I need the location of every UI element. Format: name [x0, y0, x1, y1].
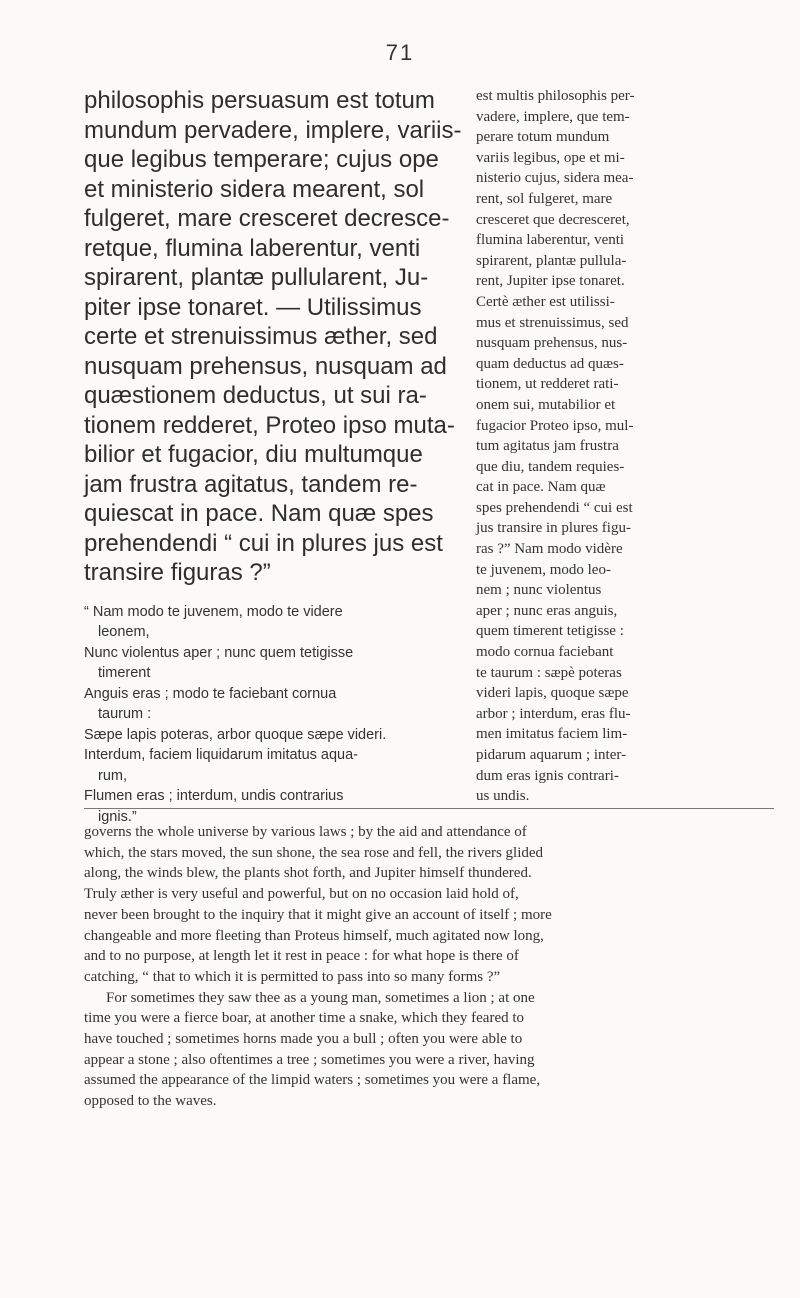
latin-parallel-line: est multis philosophis per- — [476, 88, 635, 104]
latin-parallel-line: aper ; nunc eras anguis, — [476, 602, 618, 619]
translation-line: For sometimes they saw thee as a young man, sometimes a lion ; at one — [106, 989, 535, 1006]
latin-parallel-line: modo cornua faciebant — [476, 644, 614, 661]
translation-line: time you were a fierce boar, at another time a snake, which they feared to — [84, 1010, 525, 1027]
latin-verse-line: leonem, — [98, 624, 150, 640]
latin-parallel-line: jus transire in plures figu- — [476, 520, 631, 537]
latin-main-line: et ministerio sidera mearent, sol — [84, 175, 425, 203]
latin-parallel-text — [476, 86, 776, 807]
latin-main-line: certe et strenuissimus æther, sed — [84, 323, 438, 350]
translation-line: along, the winds blew, the plants shot forth, and Jupiter himself thundered. — [84, 865, 532, 882]
latin-main-text — [84, 86, 460, 588]
latin-parallel-line: dum eras ignis contrari- — [476, 767, 619, 784]
right-column — [476, 86, 776, 807]
translation-line: and to no purpose, at length let it rest in peace : for what hope is there of — [84, 948, 519, 965]
latin-main-line: mundum pervadere, implere, variis- — [84, 116, 462, 144]
latin-verse-line: rum, — [98, 767, 127, 784]
translation-line: Truly æther is very useful and powerful, but on no occasion laid hold of, — [84, 886, 519, 903]
latin-main-line: piter ipse tonaret. — Utilissimus — [84, 293, 422, 321]
latin-main-line: nusquam prehensus, nusquam ad — [84, 352, 447, 380]
latin-main-line: prehendendi “ cui in plures jus est — [84, 529, 443, 557]
latin-verse-quotation — [84, 602, 460, 828]
latin-parallel-line: tum agitatus jam frustra — [476, 438, 619, 455]
latin-main-line: que legibus temperare; cujus ope — [84, 146, 439, 173]
latin-parallel-line: cat in pace. Nam quæ — [476, 479, 606, 496]
latin-parallel-line: flumina laberentur, venti — [476, 232, 625, 249]
latin-parallel-line: arbor ; interdum, eras flu- — [476, 705, 631, 722]
latin-verse-line: Flumen eras ; interdum, undis contrarius — [84, 788, 344, 804]
page-number: 71 — [385, 40, 415, 65]
latin-main-line: fulgeret, mare cresceret decresce- — [84, 205, 450, 232]
latin-parallel-line: videri lapis, quoque sæpe — [476, 685, 629, 702]
latin-parallel-line: onem sui, mutabilior et — [476, 396, 616, 413]
latin-verse-line: timerent — [98, 665, 151, 681]
latin-main-line: bilior et fugacior, diu multumque — [84, 441, 423, 468]
latin-parallel-line: quam deductus ad quæs- — [476, 355, 624, 372]
latin-parallel-line: vadere, implere, que tem- — [476, 108, 630, 125]
latin-parallel-line: quem timerent tetigisse : — [476, 623, 624, 640]
left-column — [84, 86, 460, 827]
latin-parallel-line: mus et strenuissimus, sed — [476, 314, 629, 331]
latin-parallel-line: us undis. — [476, 788, 530, 805]
separator-rule — [84, 808, 774, 809]
latin-parallel-line: te taurum : sæpè poteras — [476, 664, 622, 681]
latin-main-line: tionem redderet, Proteo ipso muta- — [84, 411, 455, 439]
latin-parallel-line: rent, sol fulgeret, mare — [476, 190, 613, 207]
translation-line: governs the whole universe by various laws ; by the aid and attendance of — [84, 824, 527, 840]
latin-parallel-line: rent, Jupiter ipse tonaret. — [476, 273, 625, 290]
latin-parallel-line: pidarum aquarum ; inter- — [476, 747, 627, 763]
translation-line: never been brought to the inquiry that it might give an account of itself ; more — [84, 906, 552, 923]
latin-main-line: transire figuras ?” — [84, 559, 271, 586]
latin-verse-line: Interdum, faciem liquidarum imitatus aqua- — [84, 747, 359, 763]
translation-line: assumed the appearance of the limpid waters ; sometimes you were a flame, — [84, 1072, 541, 1089]
latin-parallel-line: spirarent, plantæ pullula- — [476, 252, 627, 269]
latin-parallel-line: nusquam prehensus, nus- — [476, 335, 628, 352]
latin-parallel-line: men imitatus faciem lim- — [476, 726, 628, 743]
translation-line: catching, “ that to which it is permitted to pass into so many forms ?” — [84, 968, 501, 985]
latin-verse-line: Sæpe lapis poteras, arbor quoque sæpe videri. — [84, 726, 387, 743]
latin-parallel-line: spes prehendendi “ cui est — [476, 499, 633, 516]
english-translation — [84, 822, 776, 1112]
latin-parallel-line: perare totum mundum — [476, 129, 610, 146]
translation-line: which, the stars moved, the sun shone, the sea rose and fell, the rivers glided — [84, 844, 544, 861]
latin-parallel-line: ras ?” Nam modo vidère — [476, 541, 623, 558]
latin-parallel-line: que diu, tandem requies- — [476, 458, 625, 475]
latin-parallel-line: nisterio cujus, sidera mea- — [476, 170, 634, 187]
latin-main-line: quæstionem deductus, ut sui ra- — [84, 382, 427, 409]
translation-line: opposed to the waves. — [84, 1093, 217, 1110]
latin-parallel-line: fugacior Proteo ipso, mul- — [476, 417, 634, 434]
latin-verse-line: taurum : — [98, 706, 152, 722]
latin-main-line: quiescat in pace. Nam quæ spes — [84, 500, 434, 527]
latin-verse-line: “ Nam modo te juvenem, modo te videre — [84, 603, 343, 620]
translation-line: appear a stone ; also oftentimes a tree ; sometimes you were a river, having — [84, 1051, 535, 1068]
latin-parallel-line: Certè æther est utilissi- — [476, 293, 615, 310]
latin-parallel-line: nem ; nunc violentus — [476, 582, 602, 599]
latin-main-line: spirarent, plantæ pullularent, Ju- — [84, 264, 429, 291]
translation-line: have touched ; sometimes horns made you a bull ; often you were able to — [84, 1031, 523, 1048]
latin-parallel-line: tionem, ut redderet rati- — [476, 376, 619, 393]
latin-parallel-line: cresceret que decresceret, — [476, 211, 630, 228]
translation-line: changeable and more fleeting than Proteus himself, much agitated now long, — [84, 927, 544, 944]
latin-verse-line: ignis.” — [98, 808, 137, 825]
latin-parallel-line: te juvenem, modo leo- — [476, 561, 611, 578]
latin-parallel-line: variis legibus, ope et mi- — [476, 149, 625, 166]
latin-main-line: philosophis persuasum est totum — [84, 87, 435, 114]
latin-main-line: jam frustra agitatus, tandem re- — [84, 470, 418, 498]
latin-main-line: retque, flumina laberentur, venti — [84, 234, 421, 262]
latin-verse-line: Anguis eras ; modo te faciebant cornua — [84, 685, 337, 702]
latin-verse-line: Nunc violentus aper ; nunc quem tetigisse — [84, 644, 354, 661]
